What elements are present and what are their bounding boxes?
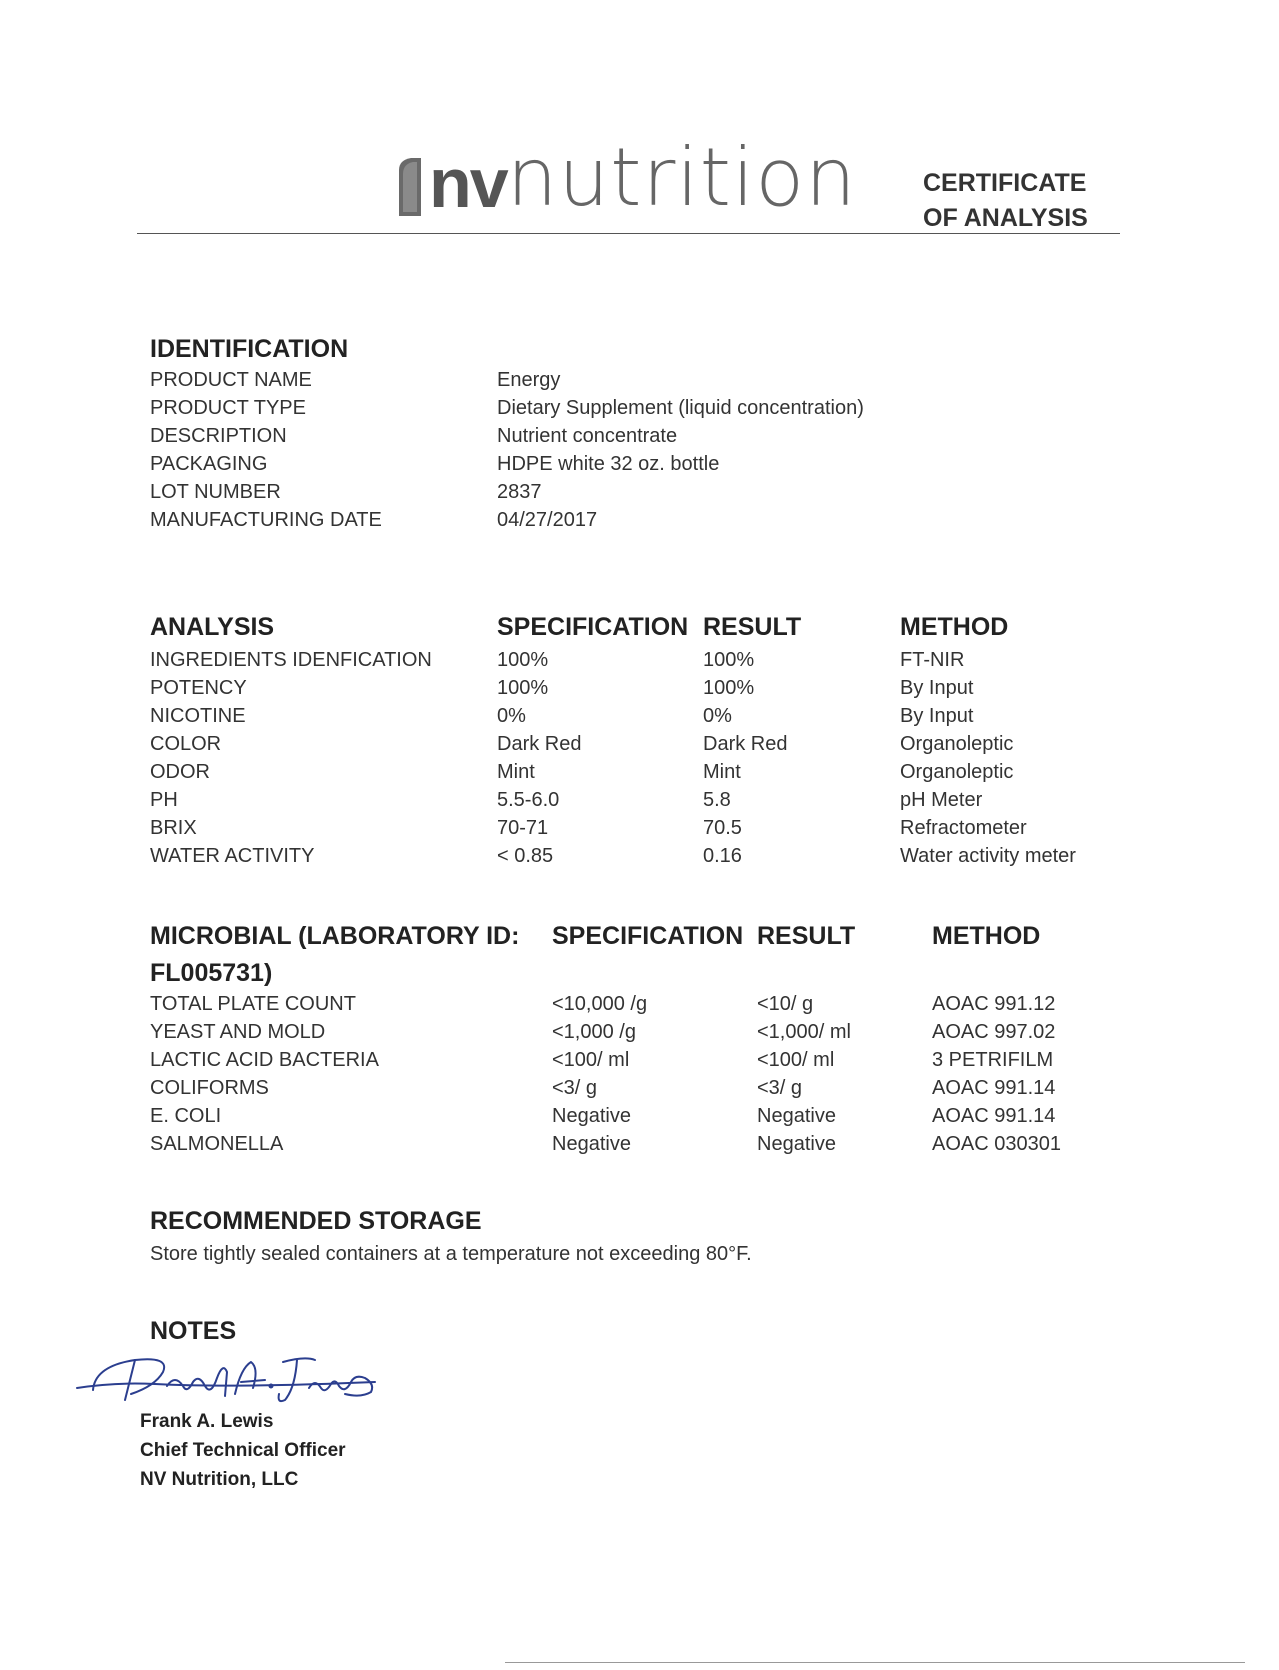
- analysis-label: COLOR: [150, 733, 222, 755]
- id-label: PACKAGING: [150, 453, 268, 475]
- microbial-spec: Negative: [552, 1133, 631, 1155]
- analysis-label: ODOR: [150, 761, 210, 783]
- analysis-label: INGREDIENTS IDENFICATION: [150, 649, 432, 671]
- microbial-heading-line-1: MICROBIAL (LABORATORY ID:: [150, 922, 520, 950]
- analysis-label: WATER ACTIVITY: [150, 845, 315, 867]
- microbial-label: LACTIC ACID BACTERIA: [150, 1049, 379, 1071]
- signatory-company: NV Nutrition, LLC: [140, 1469, 299, 1490]
- microbial-spec: <10,000 /g: [552, 993, 648, 1015]
- microbial-method-header: METHOD: [932, 922, 1041, 950]
- id-value: Dietary Supplement (liquid concentration): [497, 397, 864, 419]
- analysis-spec: < 0.85: [497, 845, 554, 867]
- analysis-result: 100%: [703, 677, 755, 699]
- id-value: HDPE white 32 oz. bottle: [497, 453, 720, 475]
- footer-divider: [505, 1662, 1245, 1663]
- analysis-label: BRIX: [150, 817, 197, 839]
- microbial-method: AOAC 997.02: [932, 1021, 1056, 1043]
- storage-heading: RECOMMENDED STORAGE: [150, 1207, 482, 1235]
- id-label: LOT NUMBER: [150, 481, 281, 503]
- analysis-result: 0.16: [703, 845, 742, 867]
- notes-heading: NOTES: [150, 1317, 237, 1345]
- analysis-result: Dark Red: [703, 733, 788, 755]
- microbial-result: Negative: [757, 1105, 836, 1127]
- microbial-result: Negative: [757, 1133, 836, 1155]
- microbial-method: AOAC 030301: [932, 1133, 1061, 1155]
- microbial-spec: <100/ ml: [552, 1049, 630, 1071]
- analysis-method: FT-NIR: [900, 649, 965, 671]
- id-value: 04/27/2017: [497, 509, 598, 531]
- leaf-logo-icon: [397, 156, 425, 218]
- analysis-method: Organoleptic: [900, 733, 1014, 755]
- analysis-result-header: RESULT: [703, 613, 802, 641]
- microbial-spec: Negative: [552, 1105, 631, 1127]
- identification-heading: IDENTIFICATION: [150, 335, 349, 363]
- analysis-method: By Input: [900, 705, 974, 727]
- microbial-label: TOTAL PLATE COUNT: [150, 993, 356, 1015]
- analysis-spec: Mint: [497, 761, 535, 783]
- brand-logo: [397, 118, 857, 224]
- document-title: [923, 166, 1088, 236]
- analysis-method: By Input: [900, 677, 974, 699]
- analysis-label: NICOTINE: [150, 705, 246, 727]
- analysis-result: 5.8: [703, 789, 731, 811]
- id-value: Energy: [497, 369, 561, 391]
- analysis-spec-header: SPECIFICATION: [497, 613, 689, 641]
- microbial-spec: <3/ g: [552, 1077, 598, 1099]
- analysis-spec: Dark Red: [497, 733, 582, 755]
- id-value: Nutrient concentrate: [497, 425, 678, 447]
- logo-nutrition-text: nutrition: [506, 131, 857, 224]
- analysis-heading: ANALYSIS: [150, 613, 275, 641]
- microbial-result: <3/ g: [757, 1077, 803, 1099]
- microbial-method: AOAC 991.14: [932, 1077, 1056, 1099]
- microbial-result: <1,000/ ml: [757, 1021, 851, 1043]
- signatory-block: [140, 1407, 346, 1494]
- title-line-1: CERTIFICATE: [923, 169, 1087, 197]
- microbial-method: AOAC 991.14: [932, 1105, 1056, 1127]
- microbial-label: SALMONELLA: [150, 1133, 284, 1155]
- storage-text: Store tightly sealed containers at a temperature not exceeding 80°F.: [150, 1243, 752, 1265]
- analysis-spec: 5.5-6.0: [497, 789, 560, 811]
- title-line-2: OF ANALYSIS: [923, 204, 1088, 232]
- microbial-spec: <1,000 /g: [552, 1021, 636, 1043]
- microbial-result: <100/ ml: [757, 1049, 835, 1071]
- analysis-label: POTENCY: [150, 677, 247, 699]
- id-value: 2837: [497, 481, 542, 503]
- analysis-result: 0%: [703, 705, 732, 727]
- analysis-method: Organoleptic: [900, 761, 1014, 783]
- id-label: PRODUCT TYPE: [150, 397, 306, 419]
- microbial-spec-header: SPECIFICATION: [552, 922, 744, 950]
- signatory-name: Frank A. Lewis: [140, 1411, 274, 1432]
- analysis-spec: 70-71: [497, 817, 549, 839]
- microbial-result-header: RESULT: [757, 922, 856, 950]
- microbial-heading-line-2: FL005731): [150, 959, 273, 987]
- microbial-label: YEAST AND MOLD: [150, 1021, 326, 1043]
- analysis-method-header: METHOD: [900, 613, 1009, 641]
- id-label: PRODUCT NAME: [150, 369, 312, 391]
- id-label: MANUFACTURING DATE: [150, 509, 382, 531]
- analysis-spec: 100%: [497, 649, 549, 671]
- analysis-spec: 0%: [497, 705, 526, 727]
- analysis-spec: 100%: [497, 677, 549, 699]
- analysis-method: Refractometer: [900, 817, 1027, 839]
- id-label: DESCRIPTION: [150, 425, 287, 447]
- microbial-label: COLIFORMS: [150, 1077, 269, 1099]
- logo-nv-text: nv: [429, 144, 507, 222]
- analysis-label: PH: [150, 789, 178, 811]
- microbial-method: 3 PETRIFILM: [932, 1049, 1054, 1071]
- microbial-result: <10/ g: [757, 993, 814, 1015]
- handwritten-signature: [75, 1338, 395, 1413]
- analysis-result: 70.5: [703, 817, 742, 839]
- analysis-result: 100%: [703, 649, 755, 671]
- microbial-label: E. COLI: [150, 1105, 222, 1127]
- signatory-title: Chief Technical Officer: [140, 1440, 346, 1461]
- analysis-method: Water activity meter: [900, 845, 1076, 867]
- microbial-method: AOAC 991.12: [932, 993, 1056, 1015]
- header-divider: [137, 233, 1120, 234]
- analysis-result: Mint: [703, 761, 741, 783]
- analysis-method: pH Meter: [900, 789, 983, 811]
